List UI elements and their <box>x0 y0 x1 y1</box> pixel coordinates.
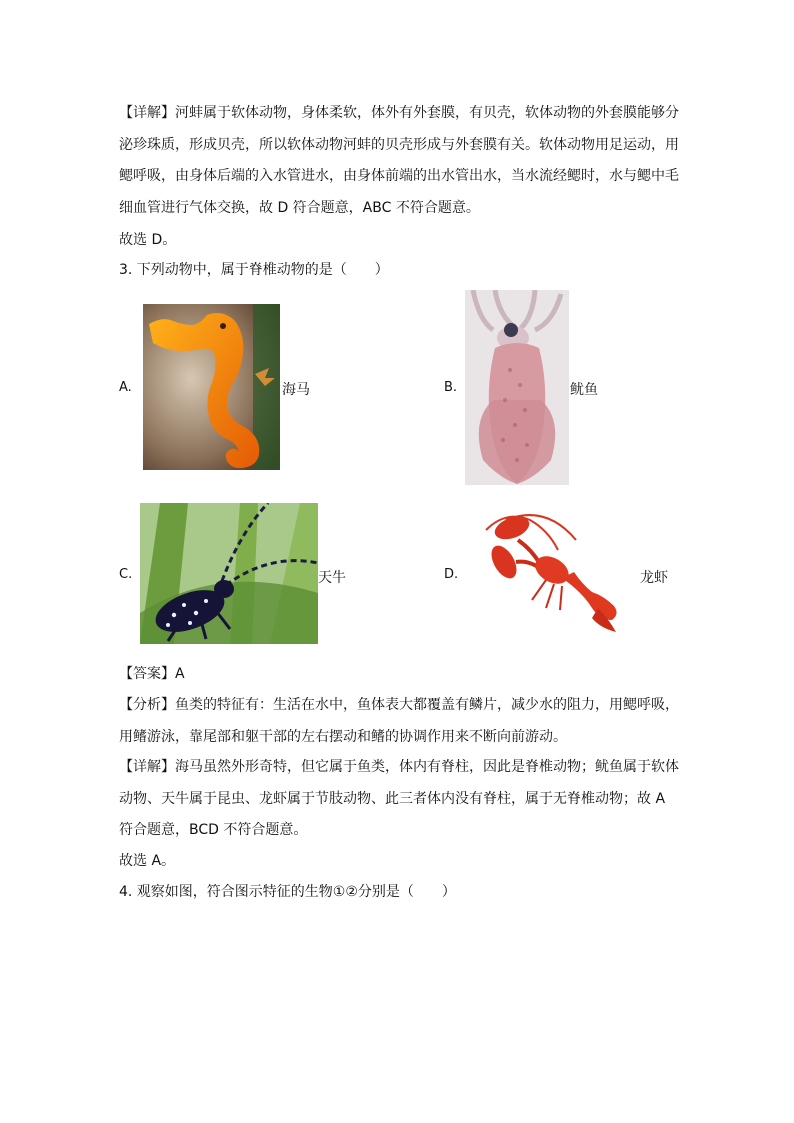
longhorn-beetle-image <box>140 503 318 644</box>
q2-detail-tag: 【详解】 <box>119 105 175 121</box>
seahorse-image <box>143 304 280 470</box>
squid-image <box>465 290 569 485</box>
option-d-letter: D. <box>444 567 459 582</box>
q3-detail-text: 海马虽然外形奇特，但它属于鱼类，体内有脊柱，因此是脊椎动物；鱿鱼属于软体动物、天牛属于昆虫、龙虾属于节肢动物、此三者体内没有脊柱，属于无脊椎动物；故 A 符合题意，BCD 不符合题意。 <box>119 759 679 838</box>
q3-detail-paragraph <box>119 752 679 847</box>
option-b-letter: B. <box>444 380 458 395</box>
option-a-letter: A. <box>119 380 132 395</box>
q2-detail-paragraph <box>119 98 679 224</box>
q3-answer-line <box>119 664 185 684</box>
q3-choice: 故选 A。 <box>119 853 176 869</box>
q3-analysis-tag: 【分析】 <box>119 697 175 713</box>
q3-analysis-text: 鱼类的特征有：生活在水中，鱼体表大都覆盖有鳞片，减少水的阻力，用鳃呼吸，用鳍游泳，靠尾部和躯干部的左右摆动和鳍的协调作用来不断向前游动。 <box>119 697 679 745</box>
option-c-letter: C. <box>119 567 133 582</box>
q3-stem: 3. 下列动物中，属于脊椎动物的是（ ） <box>119 262 389 278</box>
option-b-name: 鱿鱼 <box>570 382 598 398</box>
option-c-name: 天牛 <box>318 570 346 586</box>
q4-stem: 4. 观察如图，符合图示特征的生物①②分别是（ ） <box>119 884 456 900</box>
option-a-name: 海马 <box>282 382 310 398</box>
q2-choice: 故选 D。 <box>119 232 177 248</box>
q3-answer-value: A <box>175 666 185 682</box>
q3-detail-tag: 【详解】 <box>119 759 175 775</box>
q2-detail-text: 河蚌属于软体动物，身体柔软，体外有外套膜，有贝壳，软体动物的外套膜能够分泌珍珠质，形成贝壳，所以软体动物河蚌的贝壳形成与外套膜有关。软体动物用足运动，用鳃呼吸，由身体后端的入水管进水，由身体前端的出水管出水，当水流经鳃时，水与鳃中毛细血管进行气体交换，故 D 符合题意，ABC 不符合题意。 <box>119 105 679 216</box>
q3-answer-tag: 【答案】 <box>119 666 175 682</box>
lobster-image <box>466 500 638 650</box>
q3-analysis-paragraph <box>119 690 679 753</box>
option-d-name: 龙虾 <box>640 570 668 586</box>
